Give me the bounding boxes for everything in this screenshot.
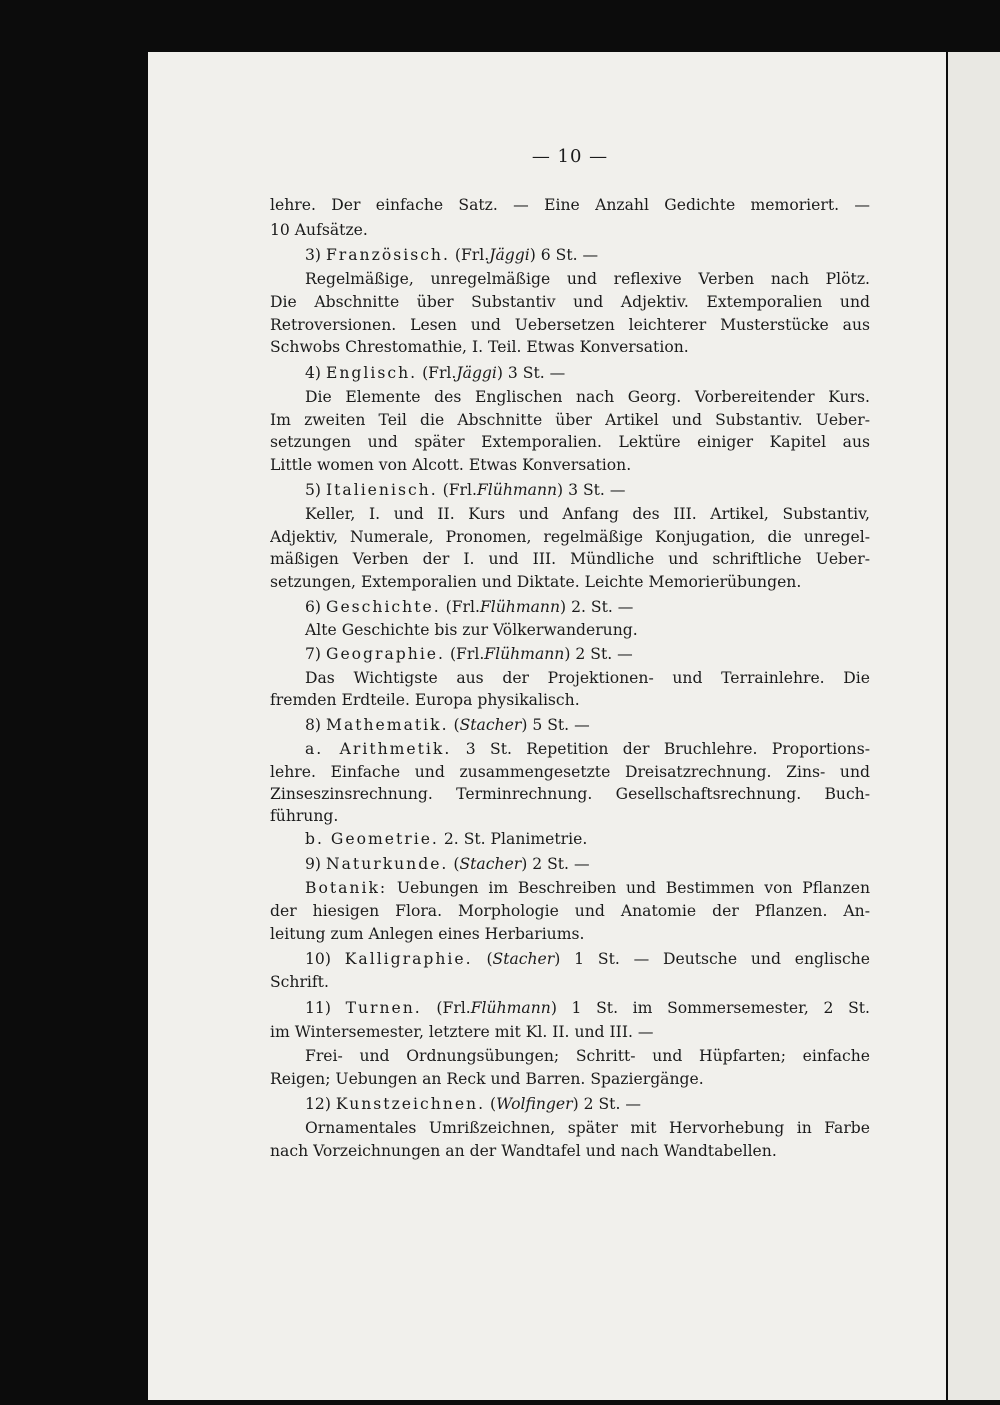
- geometry-line: b. Geometrie. 2. St. Planimetrie.: [305, 830, 588, 848]
- text-line: Reigen; Uebungen an Reck und Barren. Spaziergänge.: [270, 1070, 704, 1088]
- section-heading-10: 10) Kalligraphie. (Stacher) 1 St. — Deutsche und englische: [305, 950, 870, 968]
- text-line: Schrift.: [270, 973, 329, 991]
- text-line: fremden Erdteile. Europa physikalisch.: [270, 691, 580, 709]
- geometry-label: b. Geometrie.: [305, 830, 439, 848]
- teacher-name: Stacher: [459, 716, 522, 734]
- teacher-name: Flühmann: [470, 999, 551, 1017]
- arithmetic-line: a. Arithmetik. 3 St. Repetition der Bruchlehre. Proportions-: [305, 740, 870, 758]
- text-line: mäßigen Verben der I. und III. Mündliche und schriftliche Ueber-: [270, 550, 870, 568]
- teacher-name: Stacher: [459, 855, 522, 873]
- text-line: Retroversionen. Lesen und Uebersetzen leichterer Musterstücke aus: [270, 316, 870, 334]
- teacher-name: Stacher: [492, 950, 555, 968]
- text-line: 10 Aufsätze.: [270, 221, 368, 239]
- adjacent-page-edge: [948, 52, 1000, 1400]
- text-line: Keller, I. und II. Kurs und Anfang des III. Artikel, Substantiv,: [305, 505, 870, 523]
- text-line: Regelmäßige, unregelmäßige und reflexive Verben nach Plötz.: [305, 270, 870, 288]
- subject-name: Kalligraphie.: [344, 950, 473, 968]
- subject-name: Englisch.: [325, 364, 418, 382]
- text-line: setzungen, Extemporalien und Diktate. Leichte Memorierübungen.: [270, 573, 802, 591]
- text-line: Die Elemente des Englischen nach Georg. Vorbereitender Kurs.: [305, 388, 870, 406]
- subject-name: Italienisch.: [325, 481, 438, 499]
- text-line: lehre. Einfache und zusammengesetzte Dreisatzrechnung. Zins- und: [270, 763, 870, 781]
- section-heading-12: 12) Kunstzeichnen. (Wolfinger) 2 St. —: [305, 1095, 641, 1113]
- teacher-name: Jäggi: [489, 246, 530, 264]
- section-heading-4: 4) Englisch. (Frl.Jäggi) 3 St. —: [305, 364, 566, 382]
- arithmetic-label: a. Arithmetik.: [305, 740, 452, 758]
- subject-name: Geschichte.: [325, 598, 441, 616]
- teacher-name: Flühmann: [479, 598, 561, 616]
- subject-name: Geographie.: [325, 645, 445, 663]
- section-heading-7: 7) Geographie. (Frl.Flühmann) 2 St. —: [305, 645, 633, 663]
- section-heading-5: 5) Italienisch. (Frl.Flühmann) 3 St. —: [305, 481, 626, 499]
- text-line: leitung zum Anlegen eines Herbariums.: [270, 925, 585, 943]
- section-heading-3: 3) Französisch. (Frl.Jäggi) 6 St. —: [305, 246, 599, 264]
- text-line: im Wintersemester, letztere mit Kl. II. und III. —: [270, 1023, 654, 1041]
- text-line: Im zweiten Teil die Abschnitte über Artikel und Substantiv. Ueber-: [270, 411, 870, 429]
- botany-line: Botanik: Uebungen im Beschreiben und Bestimmen von Pflanzen: [305, 879, 870, 897]
- teacher-name: Jäggi: [456, 364, 497, 382]
- text-line: der hiesigen Flora. Morphologie und Anatomie der Pflanzen. An-: [270, 902, 870, 920]
- text-line: Alte Geschichte bis zur Völkerwanderung.: [305, 621, 638, 639]
- text-line: Ornamentales Umrißzeichnen, später mit Hervorhebung in Farbe: [305, 1119, 870, 1137]
- text-line: Die Abschnitte über Substantiv und Adjektiv. Extemporalien und: [270, 293, 870, 311]
- teacher-name: Wolfinger: [496, 1095, 573, 1113]
- section-heading-6: 6) Geschichte. (Frl.Flühmann) 2. St. —: [305, 598, 634, 616]
- text-line: Das Wichtigste aus der Projektionen- und Terrainlehre. Die: [305, 669, 870, 687]
- subject-name: Französisch.: [325, 246, 450, 264]
- text-line: führung.: [270, 807, 339, 825]
- subject-name: Mathematik.: [325, 716, 449, 734]
- section-heading-11: 11) Turnen. (Frl.Flühmann) 1 St. im Sommersemester, 2 St.: [305, 999, 870, 1017]
- text-line: Little women von Alcott. Etwas Konversation.: [270, 456, 632, 474]
- section-heading-9: 9) Naturkunde. (Stacher) 2 St. —: [305, 855, 590, 873]
- text-line: Zinseszinsrechnung. Terminrechnung. Gesellschaftsrechnung. Buch-: [270, 785, 870, 803]
- text-line: nach Vorzeichnungen an der Wandtafel und nach Wandtabellen.: [270, 1142, 777, 1160]
- text-line: Frei- und Ordnungsübungen; Schritt- und Hüpfarten; einfache: [305, 1047, 870, 1065]
- text-line: Schwobs Chrestomathie, I. Teil. Etwas Konversation.: [270, 338, 689, 356]
- subject-name: Kunstzeichnen.: [335, 1095, 486, 1113]
- page-number: — 10 —: [531, 146, 609, 167]
- text-line: lehre. Der einfache Satz. — Eine Anzahl Gedichte memoriert. —: [270, 196, 870, 214]
- text-line: Adjektiv, Numerale, Pronomen, regelmäßige Konjugation, die unregel-: [270, 528, 870, 546]
- teacher-name: Flühmann: [484, 645, 565, 663]
- document-page: [148, 52, 946, 1400]
- subject-name: Turnen.: [345, 999, 422, 1017]
- text-line: setzungen und später Extemporalien. Lektüre einiger Kapitel aus: [270, 433, 870, 451]
- section-heading-8: 8) Mathematik. (Stacher) 5 St. —: [305, 716, 590, 734]
- subject-name: Naturkunde.: [325, 855, 449, 873]
- teacher-name: Flühmann: [476, 481, 558, 499]
- botany-label: Botanik:: [305, 879, 388, 897]
